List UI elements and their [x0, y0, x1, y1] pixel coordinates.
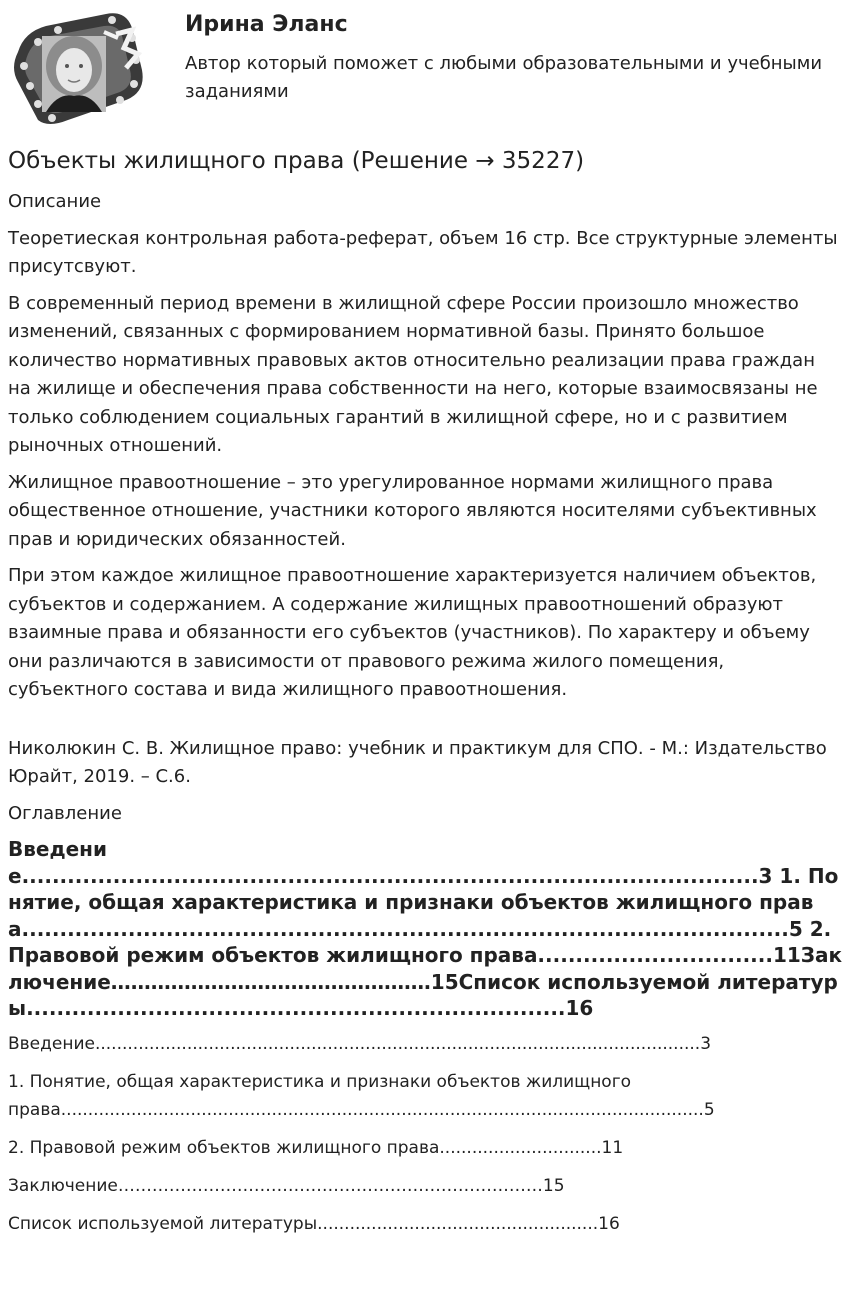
author-name[interactable]: Ирина Эланс	[185, 12, 348, 37]
author-block	[0, 0, 847, 140]
film-frame-icon	[8, 8, 150, 126]
spacer	[8, 713, 843, 735]
toc-item-references[interactable]: Список используемой литературы....................................................16	[8, 1213, 620, 1234]
author-avatar[interactable]	[8, 8, 150, 126]
author-description: Автор который поможет с любыми образовательными и учебными заданиями	[185, 53, 823, 102]
toc-item-intro[interactable]: Введение................................................................................................................3	[8, 1033, 712, 1054]
footnote: Николюкин С. В. Жилищное право: учебник и практикум для СПО. - М.: Издательство Юрайт, 2019. – С.6.	[8, 737, 827, 787]
paragraph-2: Жилищное правоотношение – это урегулированное нормами жилищного права общественное отношение, участники которого являются носителями субъективных прав и юридических обязанностей.	[8, 471, 817, 550]
description-label: Описание	[8, 191, 102, 212]
toc-bold-block: Введение.................................................................................................3 1. Понятие, общая характеристика и признаки объектов жилищного права.....................................................................................................5 2. Правовой режим объектов жилищного права...............................11Заключение…………………………………………15Список используемой литературы.......................................................................16	[8, 837, 843, 1020]
page-title: Объекты жилищного права (Решение → 35227)	[8, 148, 585, 174]
article-content	[8, 188, 843, 1248]
paragraph-1: В современный период времени в жилищной сфере России произошло множество изменений, связанных с формированием нормативной базы. Принято большое количество нормативных правовых актов относительно реализации права граждан на жилище и обеспечения права собственности на него, которые взаимосвязаны не только соблюдением социальных гарантий в жилищной сфере, но и с развитием рыночных отношений.	[8, 292, 818, 456]
paragraph-3: При этом каждое жилищное правоотношение характеризуется наличием объектов, субъектов и содержанием. А содержание жилищных правоотношений образуют взаимные права и обязанности его субъектов (участников). По характеру и объему они различаются в зависимости от правового режима жилого помещения, субъектного состава и вида жилищного правоотношения.	[8, 565, 817, 700]
toc-item-chapter-1[interactable]: 1. Понятие, общая характеристика и признаки объектов жилищного права.......................................................................................................................5	[8, 1071, 715, 1120]
paragraph-intro: Теоретиеская контрольная работа-реферат, объем 16 стр. Все структурные элементы присутсвуют.	[8, 227, 838, 277]
toc-item-conclusion[interactable]: Заключение…………………………………………………………………15	[8, 1175, 565, 1196]
toc-item-chapter-2[interactable]: 2. Правовой режим объектов жилищного права..............................11	[8, 1137, 624, 1158]
toc-label: Оглавление	[8, 802, 122, 824]
